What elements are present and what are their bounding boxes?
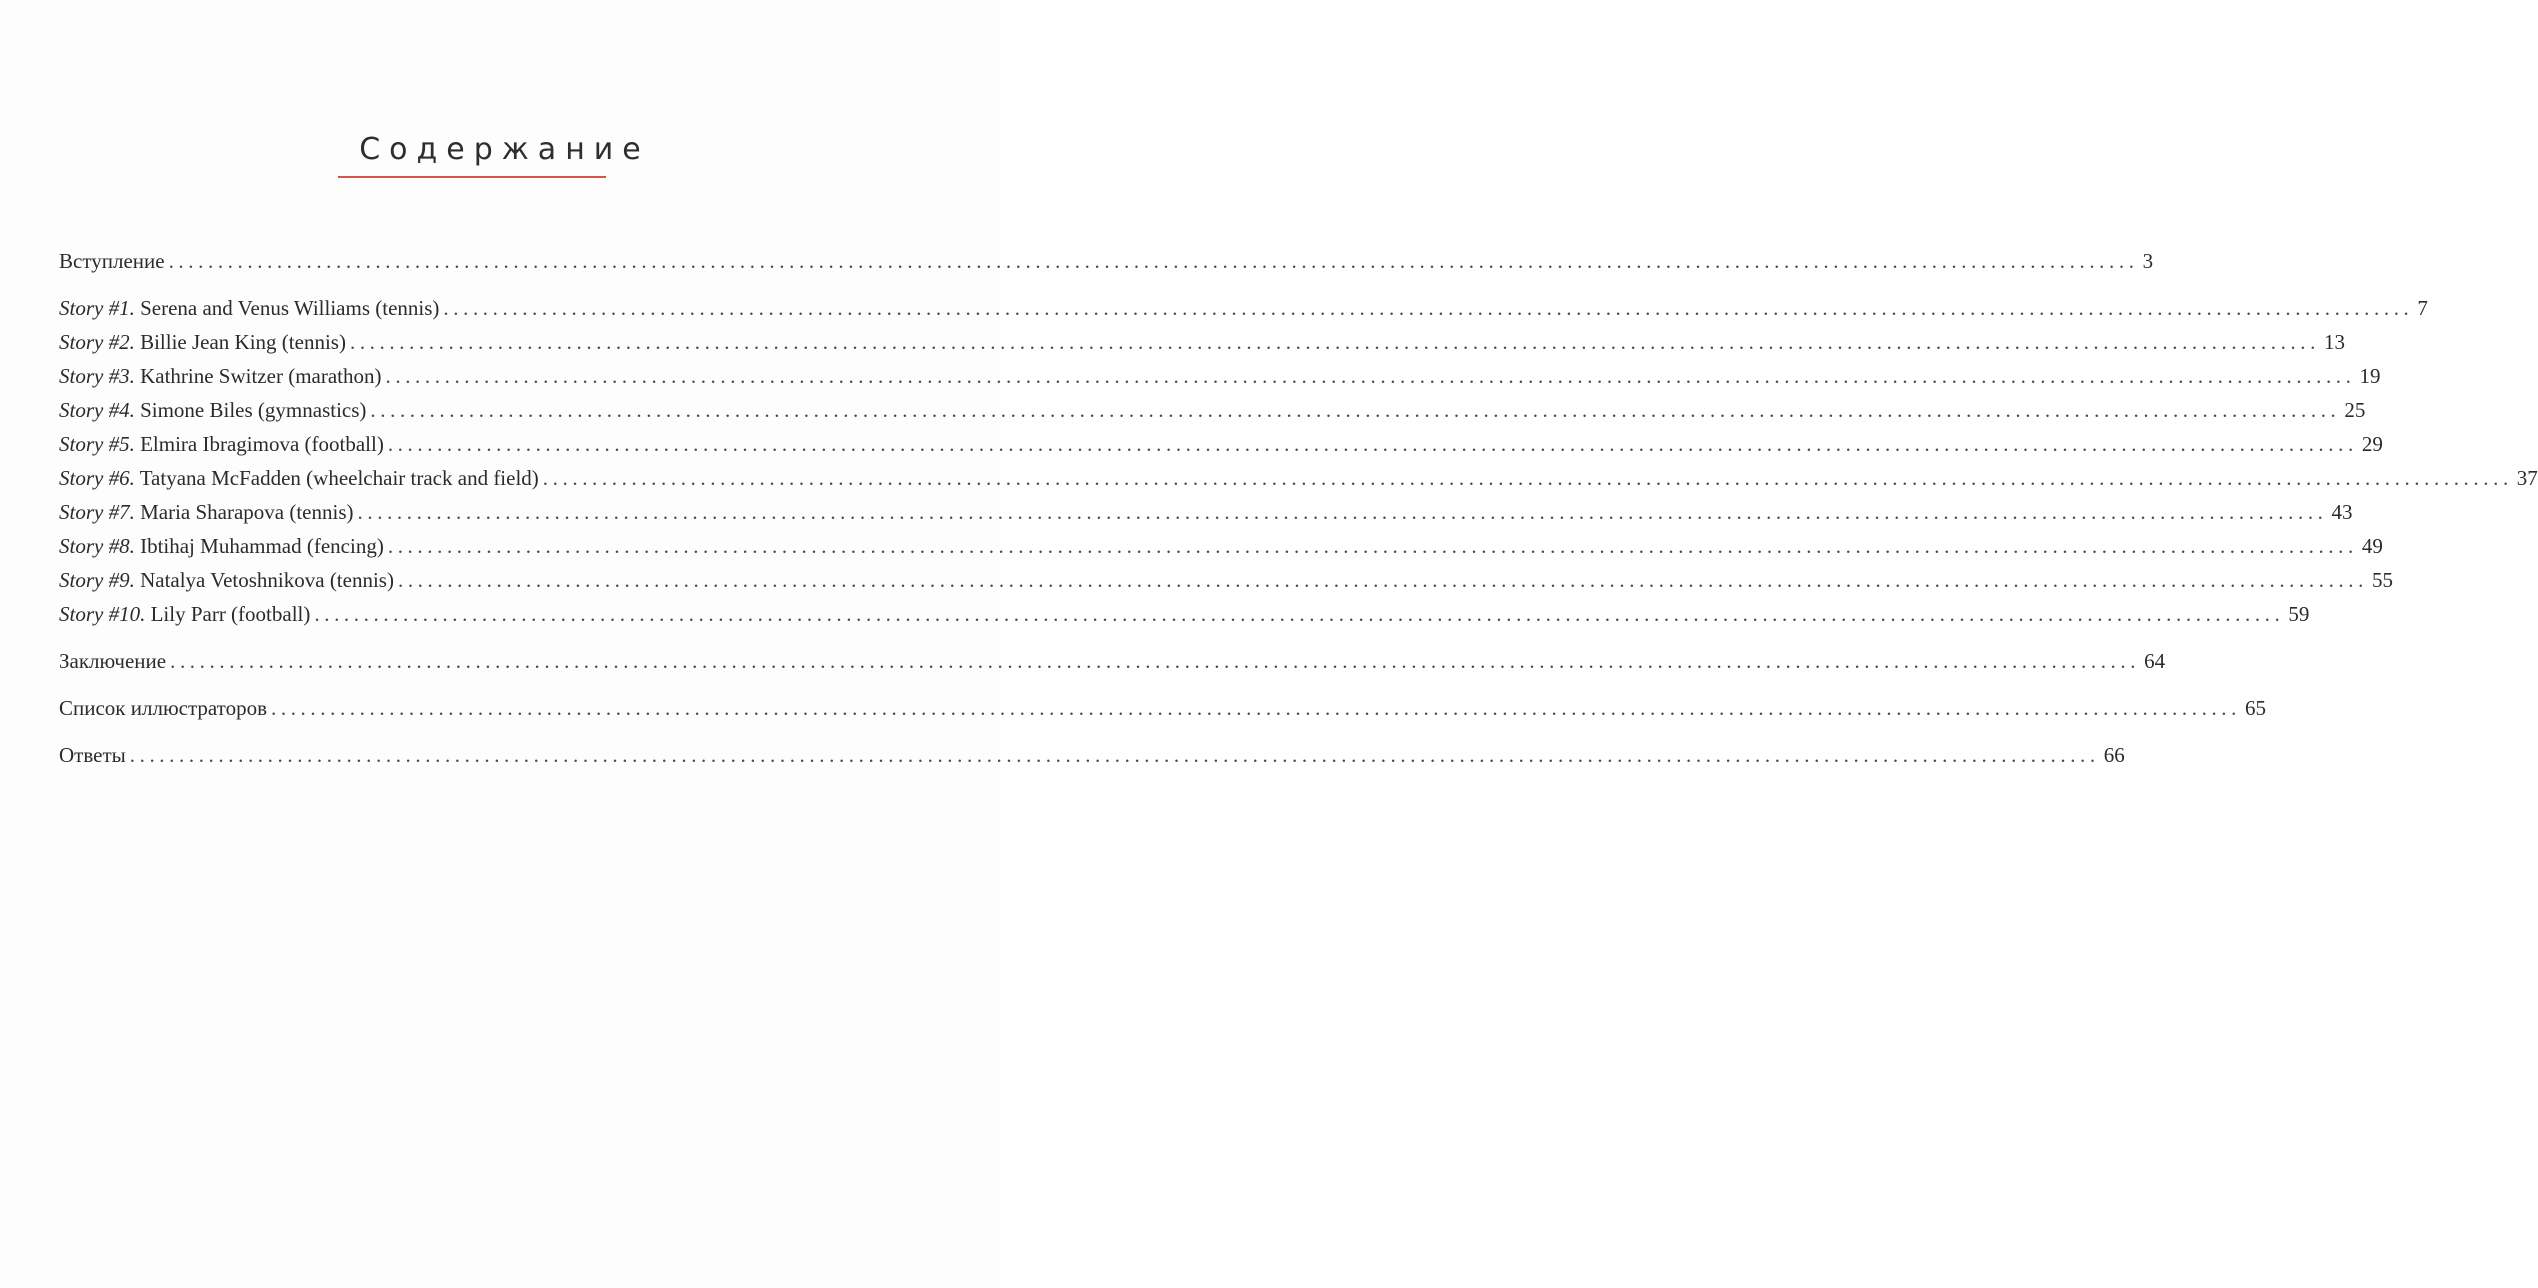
- toc-entry-label: [59, 644, 166, 678]
- toc-entry-page: 25: [2344, 398, 2366, 422]
- dot-leader: ........................................................................................................................................................................................................: [170, 649, 2141, 673]
- dot-leader: ........................................................................................................................................................................................................: [129, 743, 2100, 767]
- toc-entry-page: 19: [2359, 364, 2381, 388]
- toc-entry-answers[interactable]: [59, 738, 2125, 772]
- toc-entry-page: 3: [2142, 249, 2154, 273]
- toc-entry-story-9[interactable]: [59, 563, 2393, 597]
- toc-entry-text: Natalya Vetoshnikova (tennis): [134, 568, 394, 592]
- dot-leader: ........................................................................................................................................................................................................: [387, 534, 2358, 558]
- toc-entry-label: [59, 529, 384, 563]
- toc-entry-prefix: Story #4.: [59, 398, 135, 422]
- toc-entry-prefix: Story #1.: [59, 296, 135, 320]
- title-underline: [338, 176, 606, 178]
- table-of-contents: [59, 244, 2538, 772]
- toc-entry-label: [59, 563, 394, 597]
- toc-entry-introduction[interactable]: [59, 244, 2154, 278]
- toc-entry-text: Заключение: [59, 649, 167, 673]
- toc-entry-text: Ibtihaj Muhammad (fencing): [134, 534, 384, 558]
- toc-entry-prefix: Story #3.: [59, 364, 135, 388]
- toc-entry-page: 43: [2331, 500, 2353, 524]
- toc-entry-story-7[interactable]: [59, 495, 2353, 529]
- toc-entry-illustrators[interactable]: [59, 691, 2266, 725]
- toc-entry-label: [59, 691, 267, 725]
- toc-entry-label: [59, 244, 165, 278]
- toc-entry-label: [59, 738, 126, 772]
- toc-entry-prefix: Story #7.: [59, 500, 135, 524]
- toc-entry-page: 55: [2371, 568, 2393, 592]
- toc-entry-story-1[interactable]: [59, 291, 2428, 325]
- toc-entry-page: 49: [2361, 534, 2383, 558]
- toc-entry-page: 64: [2144, 649, 2166, 673]
- toc-entry-label: [59, 461, 539, 495]
- dot-leader: ........................................................................................................................................................................................................: [168, 249, 2139, 273]
- toc-entry-text: Tatyana McFadden (wheelchair track and field): [134, 466, 539, 490]
- title-container: [0, 132, 1000, 167]
- toc-entry-story-10[interactable]: [59, 597, 2310, 631]
- toc-entry-text: Lily Parr (football): [145, 602, 311, 626]
- dot-leader: ........................................................................................................................................................................................................: [542, 466, 2513, 490]
- dot-leader: ........................................................................................................................................................................................................: [385, 364, 2356, 388]
- toc-entry-story-8[interactable]: [59, 529, 2383, 563]
- toc-entry-prefix: Story #10.: [59, 602, 146, 626]
- toc-entry-label: [59, 495, 354, 529]
- toc-entry-label: [59, 291, 439, 325]
- page-title: Содержание: [359, 132, 650, 167]
- toc-entry-story-3[interactable]: [59, 359, 2381, 393]
- toc-entry-prefix: Story #5.: [59, 432, 135, 456]
- toc-entry-prefix: Story #6.: [59, 466, 135, 490]
- toc-entry-text: Вступление: [59, 249, 165, 273]
- toc-entry-page: 65: [2245, 696, 2266, 720]
- toc-entry-label: [59, 393, 366, 427]
- toc-entry-label: [59, 325, 346, 359]
- toc-entry-text: Список иллюстраторов: [59, 696, 267, 720]
- toc-entry-page: 29: [2361, 432, 2383, 456]
- dot-leader: ........................................................................................................................................................................................................: [357, 500, 2328, 524]
- toc-entry-label: [59, 359, 382, 393]
- toc-entry-text: Billie Jean King (tennis): [134, 330, 346, 354]
- toc-entry-page: 59: [2288, 602, 2310, 626]
- dot-leader: ........................................................................................................................................................................................................: [387, 432, 2358, 456]
- toc-entry-text: Simone Biles (gymnastics): [134, 398, 367, 422]
- toc-entry-text: Ответы: [59, 743, 126, 767]
- toc-entry-conclusion[interactable]: [59, 644, 2166, 678]
- toc-entry-text: Elmira Ibragimova (football): [134, 432, 384, 456]
- toc-entry-story-6[interactable]: [59, 461, 2538, 495]
- toc-entry-page: 13: [2323, 330, 2345, 354]
- dot-leader: ........................................................................................................................................................................................................: [271, 696, 2241, 720]
- dot-leader: ........................................................................................................................................................................................................: [397, 568, 2368, 592]
- toc-entry-prefix: Story #8.: [59, 534, 135, 558]
- toc-entry-story-5[interactable]: [59, 427, 2383, 461]
- toc-entry-story-2[interactable]: [59, 325, 2345, 359]
- dot-leader: ........................................................................................................................................................................................................: [349, 330, 2320, 354]
- toc-entry-page: 37: [2516, 466, 2538, 490]
- dot-leader: ........................................................................................................................................................................................................: [314, 602, 2285, 626]
- toc-entry-prefix: Story #9.: [59, 568, 135, 592]
- toc-entry-text: Maria Sharapova (tennis): [134, 500, 354, 524]
- toc-entry-page: 66: [2103, 743, 2125, 767]
- toc-entry-story-4[interactable]: [59, 393, 2366, 427]
- toc-entry-text: Kathrine Switzer (marathon): [134, 364, 382, 388]
- toc-entry-prefix: Story #2.: [59, 330, 135, 354]
- toc-entry-label: [59, 427, 384, 461]
- dot-leader: ........................................................................................................................................................................................................: [370, 398, 2341, 422]
- toc-entry-page: 7: [2417, 296, 2428, 320]
- dot-leader: ........................................................................................................................................................................................................: [443, 296, 2414, 320]
- toc-entry-text: Serena and Venus Williams (tennis): [134, 296, 440, 320]
- toc-entry-label: [59, 597, 310, 631]
